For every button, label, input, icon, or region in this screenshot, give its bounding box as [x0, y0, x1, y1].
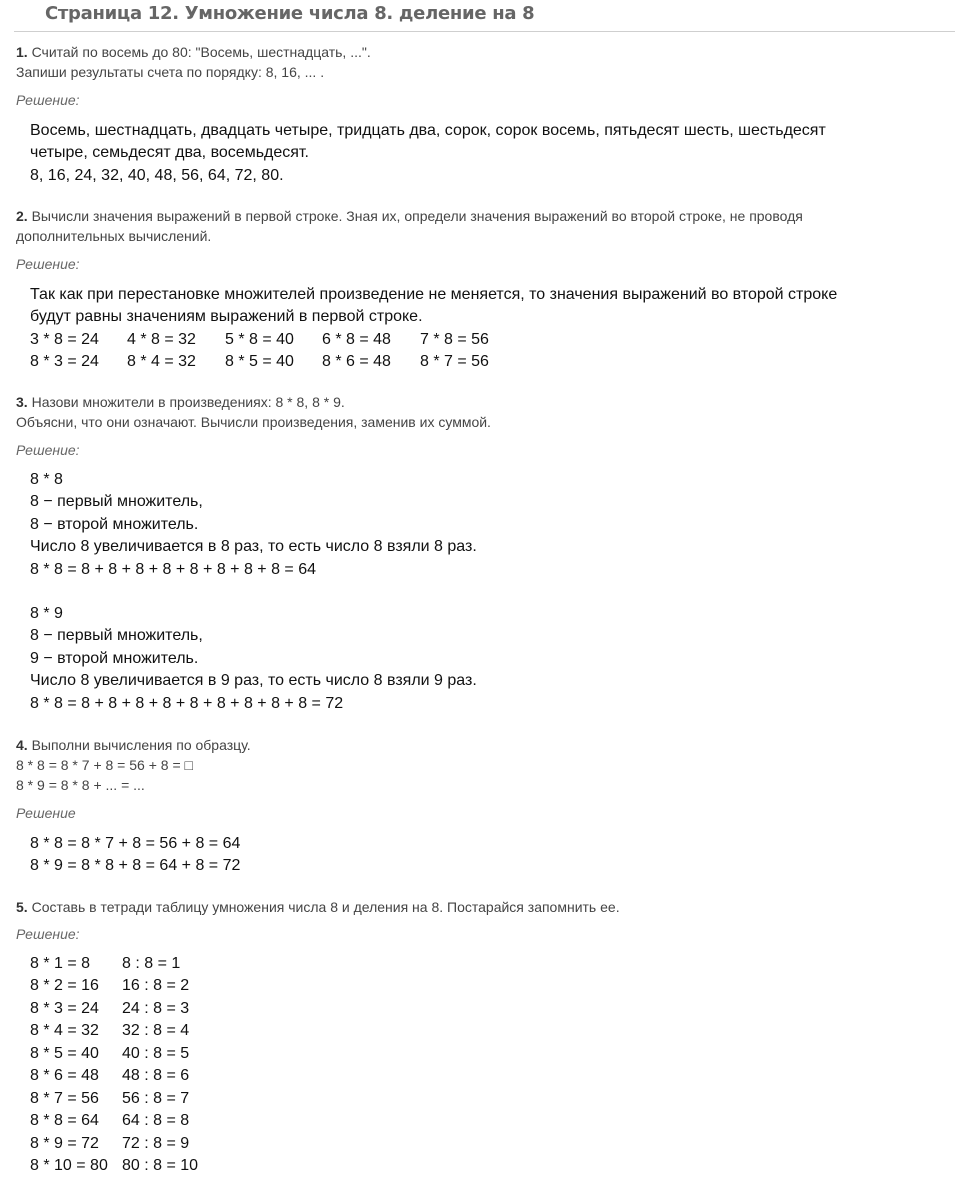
- task-3-question: [16, 392, 946, 432]
- task-text: Считай по восемь до 80: "Восемь, шестнадцать, ...".: [31, 44, 371, 60]
- solution-line: 8 * 8 = 8 + 8 + 8 + 8 + 8 + 8 + 8 + 8 = 64: [30, 560, 317, 578]
- multiplication-cell: 8 * 8 = 64: [30, 1112, 99, 1130]
- task-5-question: [16, 897, 946, 917]
- solution-line: 8 − второй множитель.: [30, 515, 199, 533]
- table-row: [30, 998, 198, 1020]
- division-cell: 48 : 8 = 6: [122, 1067, 190, 1085]
- multiplication-cell: 8 * 9 = 72: [30, 1134, 99, 1152]
- expression: 7 * 8 = 56: [420, 330, 489, 348]
- page-title: Страница 12. Умножение числа 8. деление на 8: [45, 3, 535, 24]
- solution-line: Число 8 увеличивается в 9 раз, то есть число 8 взяли 9 раз.: [30, 672, 477, 690]
- solution-label: Решение:: [16, 442, 80, 458]
- multiplication-cell: 8 * 5 = 40: [30, 1044, 99, 1062]
- task-text: Объясни, что они означают. Вычисли произведения, заменив их суммой.: [16, 414, 491, 430]
- table-row: [30, 953, 198, 975]
- solution-line: 9 − второй множитель.: [30, 649, 199, 667]
- task-text: Назови множители в произведениях: 8 * 8, 8 * 9.: [31, 394, 345, 410]
- division-cell: 16 : 8 = 2: [122, 977, 190, 995]
- solution-label: Решение: [16, 805, 76, 821]
- expression: 8 * 4 = 32: [127, 353, 196, 371]
- task-number: 5.: [16, 899, 28, 915]
- multiplication-cell: 8 * 1 = 8: [30, 955, 91, 973]
- expression: 8 * 7 = 56: [420, 353, 489, 371]
- task-2-question: [16, 206, 946, 246]
- task-text: Запиши результаты счета по порядку: 8, 16, ... .: [16, 64, 325, 80]
- table-row: [30, 1043, 198, 1065]
- task-1-solution: [30, 120, 826, 187]
- solution-line: 8 * 9 = 8 * 8 + 8 = 64 + 8 = 72: [30, 857, 241, 875]
- expression: 6 * 8 = 48: [322, 330, 391, 348]
- table-row: [30, 1020, 198, 1042]
- expression: 8 * 5 = 40: [225, 353, 294, 371]
- solution-label: Решение:: [16, 926, 80, 942]
- spacer: [30, 581, 477, 603]
- task-4-solution: [30, 833, 240, 878]
- solution-line: 8 − первый множитель,: [30, 627, 203, 645]
- solution-line: 8 * 8 = 8 + 8 + 8 + 8 + 8 + 8 + 8 + 8 + 8 = 72: [30, 694, 344, 712]
- task-text: 8 * 8 = 8 * 7 + 8 = 56 + 8 = □: [16, 757, 193, 773]
- task-4-question: [16, 735, 946, 795]
- solution-line: 8 − первый множитель,: [30, 493, 203, 511]
- task-3-solution: [30, 469, 477, 715]
- multiplication-cell: 8 * 4 = 32: [30, 1022, 99, 1040]
- expression: 8 * 3 = 24: [30, 353, 99, 371]
- task-1-question: [16, 42, 946, 82]
- title-divider: [14, 31, 955, 32]
- division-cell: 72 : 8 = 9: [122, 1134, 190, 1152]
- division-cell: 80 : 8 = 10: [122, 1156, 199, 1174]
- solution-line: 8 * 9: [30, 605, 63, 623]
- division-cell: 40 : 8 = 5: [122, 1044, 190, 1062]
- table-row: [30, 1110, 198, 1132]
- task-2-solution: [30, 284, 837, 374]
- expression: 3 * 8 = 24: [30, 330, 99, 348]
- division-cell: 64 : 8 = 8: [122, 1112, 190, 1130]
- expression: 4 * 8 = 32: [127, 330, 196, 348]
- task-text: Выполни вычисления по образцу.: [31, 737, 251, 753]
- task-text: Вычисли значения выражений в первой строке. Зная их, определи значения выражений во второй строке, не проводя: [31, 208, 803, 224]
- task-text: дополнительных вычислений.: [16, 228, 212, 244]
- table-row: [30, 975, 198, 997]
- division-cell: 56 : 8 = 7: [122, 1089, 190, 1107]
- solution-line: 8 * 8 = 8 * 7 + 8 = 56 + 8 = 64: [30, 835, 241, 852]
- multiplication-cell: 8 * 2 = 16: [30, 977, 99, 995]
- division-cell: 8 : 8 = 1: [122, 955, 181, 973]
- task-text: Составь в тетради таблицу умножения числа 8 и деления на 8. Постарайся запомнить ее.: [31, 899, 620, 915]
- solution-line: Восемь, шестнадцать, двадцать четыре, тридцать два, сорок, сорок восемь, пятьдесят шесть, шестьдесят: [30, 122, 826, 139]
- expression-row: [30, 351, 837, 373]
- table-row: [30, 1155, 198, 1177]
- solution-line: 8, 16, 24, 32, 40, 48, 56, 64, 72, 80.: [30, 166, 284, 184]
- task-number: 4.: [16, 737, 28, 753]
- multiplication-cell: 8 * 10 = 80: [30, 1156, 108, 1174]
- task-number: 3.: [16, 394, 28, 410]
- expression: 8 * 6 = 48: [322, 353, 391, 371]
- multiplication-cell: 8 * 3 = 24: [30, 999, 99, 1017]
- expression: 5 * 8 = 40: [225, 330, 294, 348]
- solution-line: четыре, семьдесят два, восемьдесят.: [30, 144, 309, 162]
- task-text: 8 * 9 = 8 * 8 + ... = ...: [16, 777, 145, 793]
- task-number: 1.: [16, 44, 28, 60]
- solution-line: Так как при перестановке множителей произведение не меняется, то значения выражений во второй строке: [30, 286, 838, 303]
- expression-row: [30, 329, 837, 351]
- table-row: [30, 1133, 198, 1155]
- solution-line: Число 8 увеличивается в 8 раз, то есть число 8 взяли 8 раз.: [30, 538, 477, 556]
- solution-label: Решение:: [16, 92, 80, 108]
- division-cell: 32 : 8 = 4: [122, 1022, 190, 1040]
- solution-label: Решение:: [16, 256, 80, 272]
- table-row: [30, 1065, 198, 1087]
- division-cell: 24 : 8 = 3: [122, 999, 190, 1017]
- task-5-solution: [30, 953, 198, 1177]
- multiplication-table: [30, 953, 198, 1177]
- task-number: 2.: [16, 208, 28, 224]
- solution-line: будут равны значениям выражений в первой строке.: [30, 308, 423, 326]
- table-row: [30, 1088, 198, 1110]
- solution-line: 8 * 8: [30, 471, 63, 488]
- multiplication-cell: 8 * 6 = 48: [30, 1067, 99, 1085]
- multiplication-cell: 8 * 7 = 56: [30, 1089, 99, 1107]
